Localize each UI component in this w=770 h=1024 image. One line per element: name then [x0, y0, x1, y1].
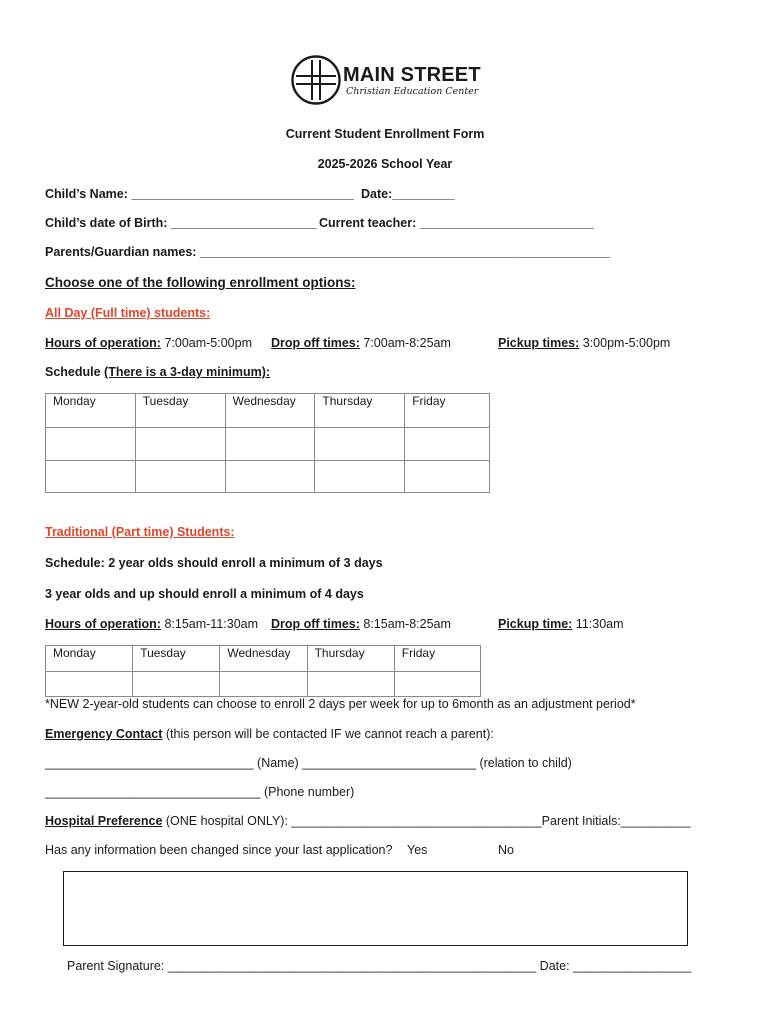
schedule-cell[interactable]: [220, 672, 307, 697]
logo: [290, 54, 480, 106]
schedule-cell[interactable]: [315, 461, 405, 493]
dob-field[interactable]: Child’s date of Birth: _____________________: [45, 216, 317, 230]
hospital-label: Hospital Preference: [45, 814, 163, 828]
hospital-note: (ONE hospital ONLY): _________________________________: [162, 814, 521, 828]
options-heading: Choose one of the following enrollment options:: [45, 275, 356, 290]
full-time-schedule-label: [45, 365, 270, 379]
child-name-field[interactable]: Child’s Name: ________________________________: [45, 187, 354, 201]
schedule-cell[interactable]: [225, 461, 315, 493]
schedule-prefix: Schedule: [45, 365, 105, 379]
pickup-value: 3:00pm-5:00pm: [579, 336, 671, 350]
parent-initials[interactable]: ___Parent Initials:__________: [520, 814, 691, 828]
table-row: [46, 461, 490, 493]
part-time-schedule-table: [45, 645, 481, 697]
pickup-value: 11:30am: [572, 617, 624, 631]
pickup-label: Pickup times:: [498, 336, 580, 350]
day-header-wednesday: Wednesday: [225, 394, 315, 428]
day-header-tuesday: Tuesday: [133, 646, 220, 672]
schedule-cell[interactable]: [46, 672, 133, 697]
logo-subtitle: Christian Education Center: [346, 86, 479, 97]
full-time-heading: All Day (Full time) students:: [45, 306, 211, 320]
schedule-cell[interactable]: [315, 428, 405, 461]
day-header-monday: Monday: [46, 394, 136, 428]
part-time-schedule-line2: 3 year olds and up should enroll a minimum of 4 days: [45, 587, 364, 601]
part-time-hours: [45, 617, 258, 631]
schedule-cell[interactable]: [307, 672, 394, 697]
schedule-cell[interactable]: [225, 428, 315, 461]
table-row: [46, 672, 481, 697]
hours-label: Hours of operation:: [45, 617, 161, 631]
new-students-note: *NEW 2-year-old students can choose to enroll 2 days per week for up to 6month as an adjustment period*: [45, 697, 636, 711]
day-header-tuesday: Tuesday: [135, 394, 225, 428]
schedule-cell[interactable]: [46, 428, 136, 461]
changed-yes-option[interactable]: Yes: [407, 843, 428, 857]
form-title: Current Student Enrollment Form: [285, 127, 485, 141]
day-header-friday: Friday: [405, 394, 490, 428]
day-header-thursday: Thursday: [307, 646, 394, 672]
date-field[interactable]: Date:_________: [361, 187, 455, 201]
logo-name: MAIN STREET: [343, 64, 481, 86]
full-time-pickup: [498, 336, 670, 350]
emergency-contact: [45, 727, 494, 741]
teacher-field[interactable]: Current teacher: _________________________: [319, 216, 594, 230]
dropoff-label: Drop off times:: [271, 336, 360, 350]
hospital-preference[interactable]: [45, 814, 690, 828]
schedule-cell[interactable]: [133, 672, 220, 697]
emergency-name-line[interactable]: ______________________________ (Name) _________________________ (relation to child): [45, 756, 572, 770]
school-year: 2025-2026 School Year: [317, 157, 453, 171]
schedule-cell[interactable]: [405, 428, 490, 461]
dropoff-label: Drop off times:: [271, 617, 360, 631]
day-header-friday: Friday: [394, 646, 480, 672]
parents-field[interactable]: Parents/Guardian names: ___________________________________________________________: [45, 245, 611, 259]
full-time-schedule-table: [45, 393, 490, 493]
schedule-minimum-note: (There is a 3-day minimum):: [104, 365, 271, 379]
emergency-label: Emergency Contact: [45, 727, 163, 741]
day-header-wednesday: Wednesday: [220, 646, 307, 672]
table-row: [46, 428, 490, 461]
cross-circle-logo-icon: [290, 54, 342, 106]
schedule-cell[interactable]: [46, 461, 136, 493]
changes-textbox[interactable]: [63, 871, 688, 946]
table-header-row: [46, 394, 490, 428]
emergency-phone-line[interactable]: _______________________________ (Phone number): [45, 785, 355, 799]
part-time-pickup: [498, 617, 624, 631]
schedule-cell[interactable]: [135, 428, 225, 461]
day-header-thursday: Thursday: [315, 394, 405, 428]
parent-signature-line[interactable]: Parent Signature: _____________________________________________________ Date: _________________: [67, 959, 692, 973]
day-header-monday: Monday: [46, 646, 133, 672]
dropoff-value: 7:00am-8:25am: [359, 336, 451, 350]
part-time-dropoff: [271, 617, 451, 631]
table-header-row: [46, 646, 481, 672]
schedule-cell[interactable]: [405, 461, 490, 493]
schedule-cell[interactable]: [394, 672, 480, 697]
full-time-hours: [45, 336, 252, 350]
hours-value: 8:15am-11:30am: [160, 617, 259, 631]
schedule-cell[interactable]: [135, 461, 225, 493]
part-time-heading: Traditional (Part time) Students:: [45, 525, 235, 539]
part-time-schedule-line1: Schedule: 2 year olds should enroll a minimum of 3 days: [45, 556, 383, 570]
hours-value: 7:00am-5:00pm: [160, 336, 252, 350]
changed-no-option[interactable]: No: [498, 843, 514, 857]
dropoff-value: 8:15am-8:25am: [359, 617, 451, 631]
emergency-note: (this person will be contacted IF we cannot reach a parent):: [162, 727, 494, 741]
pickup-label: Pickup time:: [498, 617, 573, 631]
changed-question: Has any information been changed since your last application?: [45, 843, 393, 857]
full-time-dropoff: [271, 336, 451, 350]
hours-label: Hours of operation:: [45, 336, 161, 350]
